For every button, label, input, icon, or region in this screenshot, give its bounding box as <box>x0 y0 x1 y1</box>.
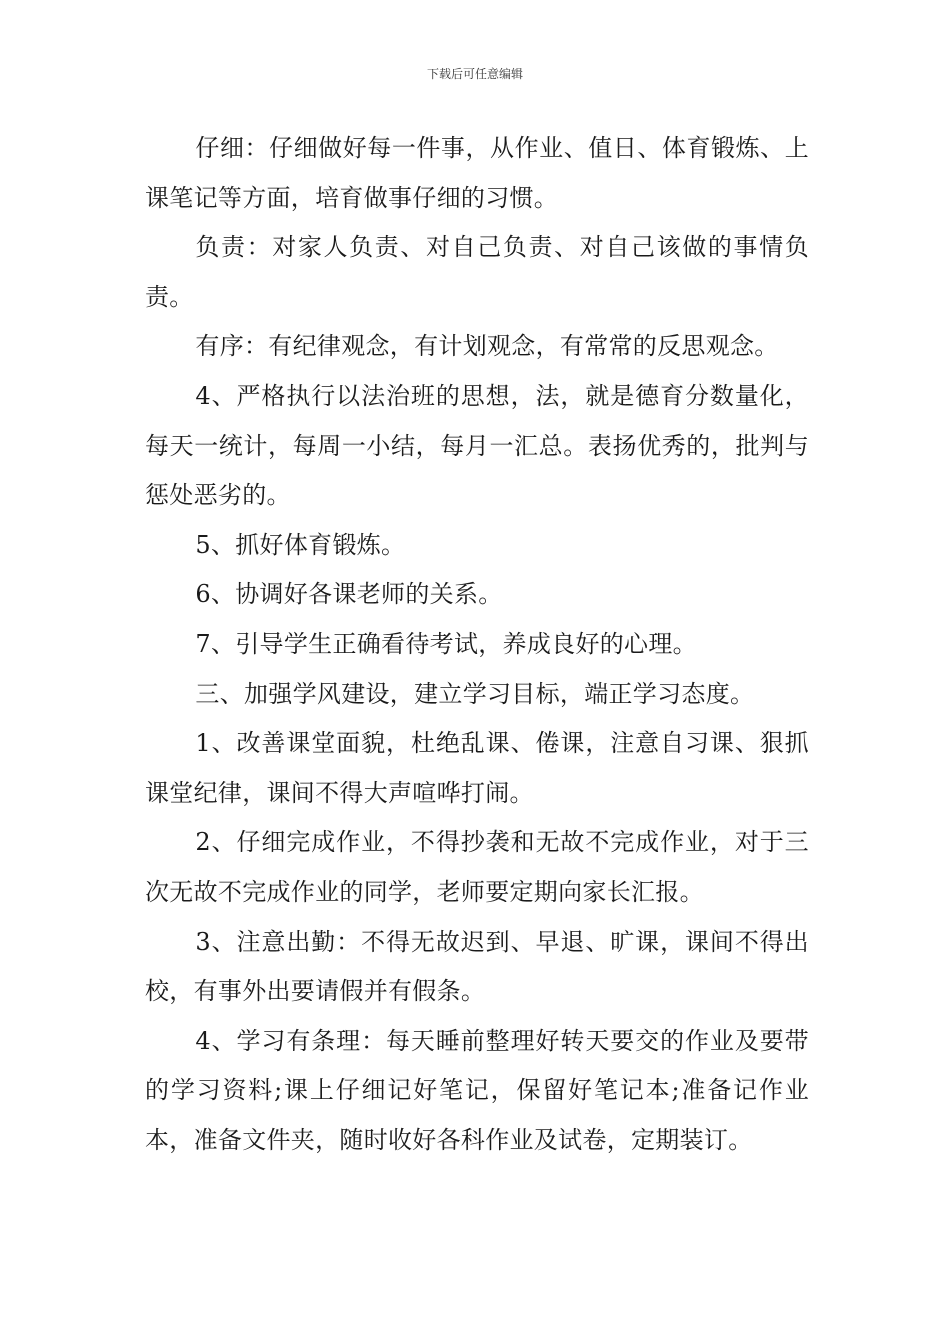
paragraph-organized-study: 4、学习有条理：每天睡前整理好转天要交的作业及要带的学习资料;课上仔细记好笔记，保留好笔记本;准备记作业本，准备文件夹，随时收好各科作业及试卷，定期装订。 <box>145 1026 809 1154</box>
paragraph-attendance: 3、注意出勤：不得无故迟到、早退、旷课，课间不得出校，有事外出要请假并有假条。 <box>145 927 809 1006</box>
paragraph-homework: 2、仔细完成作业，不得抄袭和无故不完成作业，对于三次无故不完成作业的同学，老师要定期向家长汇报。 <box>145 828 809 906</box>
page-header-note: 下载后可任意编辑 <box>426 67 523 81</box>
paragraph-rule-by-law: 4、严格执行以法治班的思想，法，就是德育分数量化，每天一统计，每周一小结，每月一汇总。表扬优秀的，批判与惩处恶劣的。 <box>145 381 809 510</box>
paragraph-physical-exercise: 5、抓好体育锻炼。 <box>195 530 406 559</box>
paragraph-teacher-relations: 6、协调好各课老师的关系。 <box>195 580 503 609</box>
paragraph-careful: 仔细：仔细做好每一件事，从作业、值日、体育锻炼、上课笔记等方面，培育做事仔细的习惯。 <box>145 134 809 212</box>
paragraph-orderly: 有序：有纪律观念，有计划观念，有常常的反思观念。 <box>195 332 779 361</box>
document-body <box>145 124 809 1165</box>
paragraph-classroom: 1、改善课堂面貌，杜绝乱课、倦课，注意自习课、狠抓课堂纪律，课间不得大声喧哗打闹。 <box>145 729 809 807</box>
section-heading-study-style: 三、加强学风建设，建立学习目标，端正学习态度。 <box>195 679 755 708</box>
paragraph-responsible: 负责：对家人负责、对自己负责、对自己该做的事情负责。 <box>145 233 809 311</box>
paragraph-exam-attitude: 7、引导学生正确看待考试，养成良好的心理。 <box>195 629 697 658</box>
